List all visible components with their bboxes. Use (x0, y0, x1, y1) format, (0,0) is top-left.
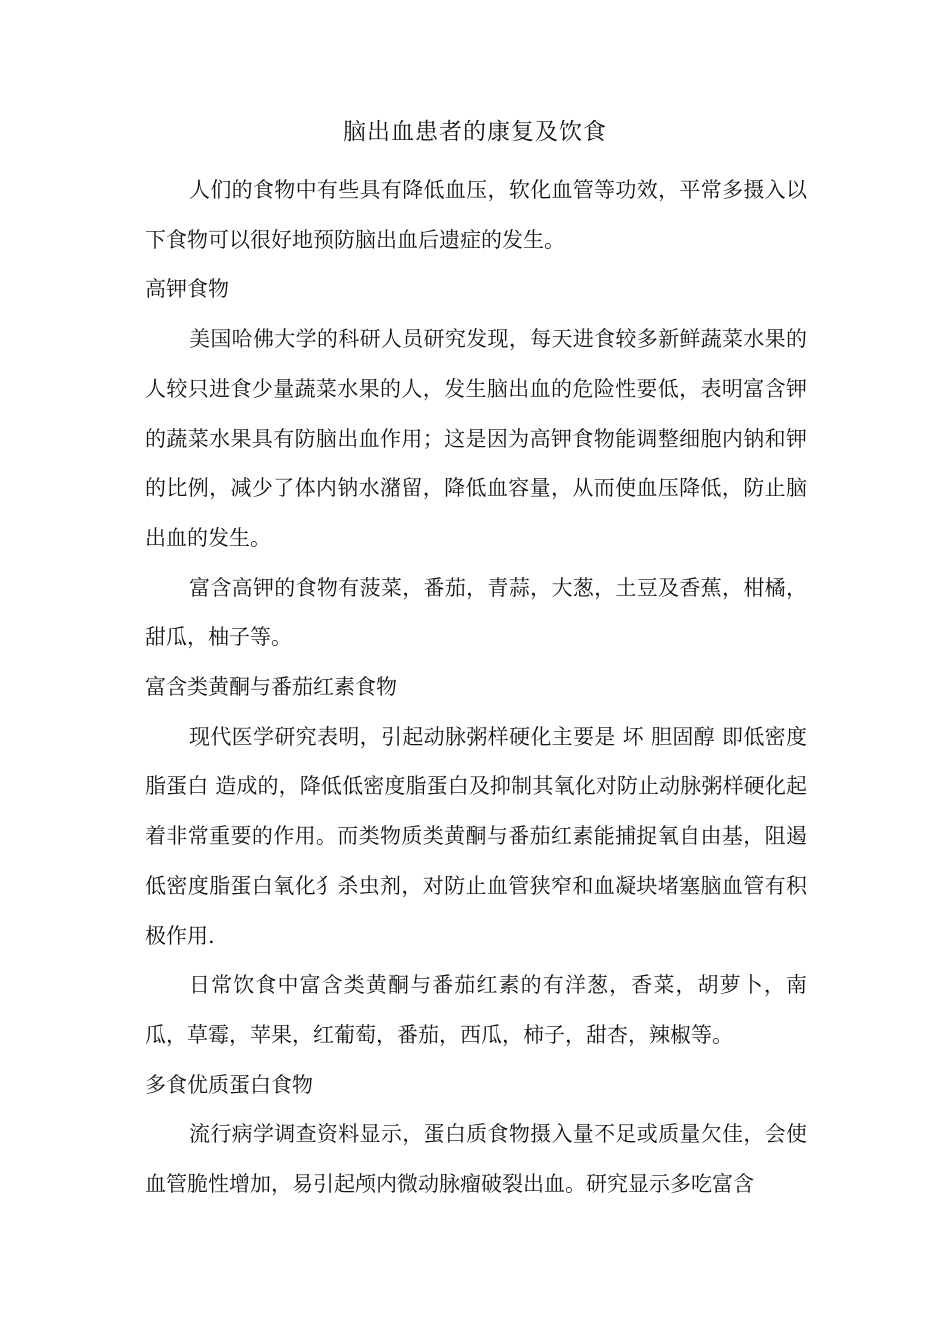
paragraph-flavonoids-research: 现代医学研究表明，引起动脉粥样硬化主要是 坏 胆固醇 即低密度脂蛋白 造成的，降低低密度脂蛋白及抑制其氧化对防止动脉粥样硬化起着非常重要的作用。而类物质类黄酮与番茄红素能捕捉氧自由基，阻遏低密度脂蛋白氧化犭杀虫剂，对防止血管狭窄和血凝块堵塞脑血管有积极作用. (145, 724, 807, 948)
section-heading-protein: 多食优质蛋白食物 (145, 1072, 313, 1097)
intro-paragraph: 人们的食物中有些具有降低血压，软化血管等功效，平常多摄入以下食物可以很好地预防脑出血后遗症的发生。 (145, 178, 807, 252)
section-heading-potassium: 高钾食物 (145, 277, 229, 302)
document-body (145, 166, 807, 1210)
section-heading-flavonoids: 富含类黄酮与番茄红素食物 (145, 675, 397, 700)
paragraph-protein-research: 流行病学调查资料显示，蛋白质食物摄入量不足或质量欠佳，会使血管脆性增加，易引起颅内微动脉瘤破裂出血。研究显示多吃富含 (145, 1122, 807, 1197)
paragraph-potassium-foods: 富含高钾的食物有菠菜，番茄，青蒜，大葱，土豆及香蕉，柑橘，甜瓜，柚子等。 (145, 575, 807, 650)
document-title: 脑出血患者的康复及饮食 (343, 119, 607, 145)
paragraph-flavonoids-foods: 日常饮食中富含类黄酮与番茄红素的有洋葱，香菜，胡萝卜，南瓜，草霉，苹果，红葡萄，番茄，西瓜，柿子，甜杏，辣椒等。 (145, 973, 807, 1047)
paragraph-potassium-research: 美国哈佛大学的科研人员研究发现，每天进食较多新鲜蔬菜水果的人较只进食少量蔬菜水果的人，发生脑出血的危险性要低，表明富含钾的蔬菜水果具有防脑出血作用；这是因为高钾食物能调整细胞内钠和钾的比例，减少了体内钠水潴留，降低血容量，从而使血压降低，防止脑出血的发生。 (145, 327, 807, 550)
